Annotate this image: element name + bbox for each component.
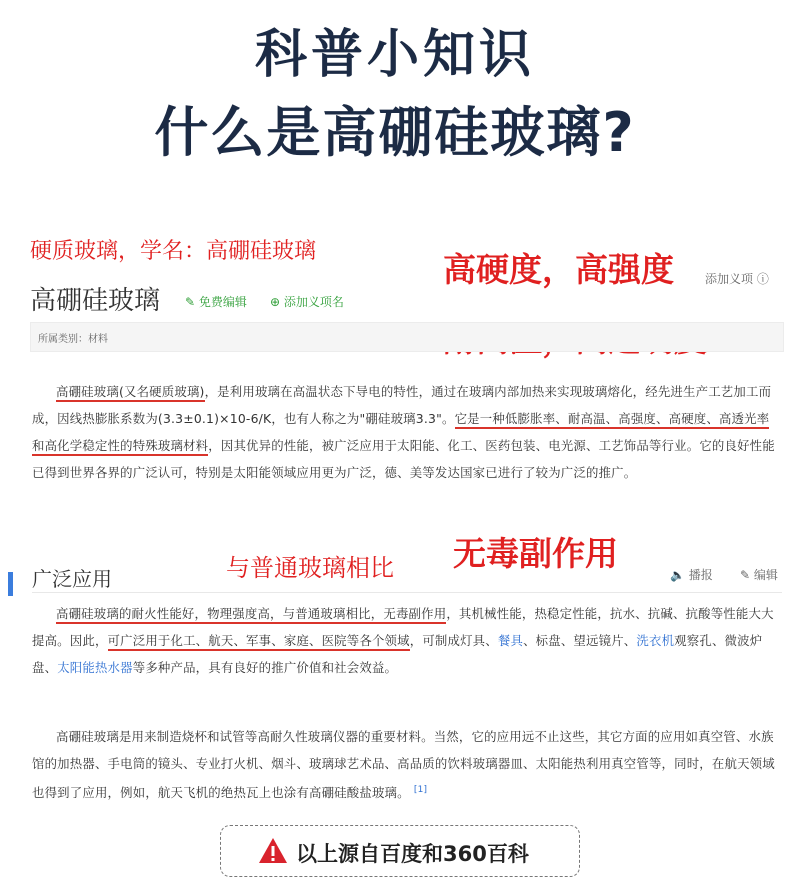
add-name-label: 添加义项名 [283,295,344,309]
add-name-link[interactable] [270,293,344,310]
reference-link[interactable]: [1] [413,785,428,795]
subname-annotation: 硬质玻璃，学名：高硼硅玻璃 [30,239,317,264]
app-text-3: 、标盘、望远镜片、 [523,633,637,648]
add-meaning-link[interactable] [705,270,769,287]
app-text-1: ，其机械性能，热稳定性能，抗水、抗碱、抗酸等性能大大提高。因此， [32,606,774,648]
pencil-icon: ✎ [185,295,196,309]
section-divider [32,592,782,593]
warning-triangle-icon [258,836,288,866]
nontoxic-annotation: 无毒副作用 [453,534,618,573]
hardness-annotation: 高硬度，高强度 [443,250,674,289]
section-title: 广泛应用 [32,567,112,591]
fields-underline: 可广泛用于化工、航天、军事、家庭、医院等各个领域 [108,633,410,651]
edit-section-label: 编辑 [753,568,778,582]
intro-text-1: ，是利用玻璃在高温状态下导电的特性，通过在玻璃内部加热来实现玻璃熔化，经先进生产工艺加工而成，因线热膨胀系数为(3.3±0.1)×10-6/K，也有人称之为"硼硅玻璃3.3"。 [32,384,772,426]
solar-water-heater-link[interactable]: 太阳能热水器 [57,660,133,675]
free-edit-label: 免费编辑 [198,295,247,309]
tableware-link[interactable]: 餐具 [497,633,524,648]
category-bar [30,322,784,352]
properties-underline: 它是一种低膨胀率、耐高温、高强度、高硬度、高透光率和高化学稳定性的特殊玻璃材料 [32,411,769,456]
usage-paragraph [32,723,777,806]
pencil-icon: ✎ [740,568,751,582]
usage-text: 高硼硅玻璃是用来制造烧杯和试管等高耐久性玻璃仪器的重要材料。当然，它的应用远不止这些，其它方面的应用如真空管、水族馆的加热器、手电筒的镜头、专业打火机、烟斗、玻璃球艺术品、高品质的饮料玻璃器皿、太阳能热利用真空管等，同时，在航天领域也得到了应用，例如，航天飞机的绝热瓦上也涂有高硼硅酸盐玻璃。 [32,729,775,801]
application-paragraph [32,600,777,681]
app-text-4: 观察孔、微波炉盘、 [32,633,763,675]
edit-section-button[interactable] [740,566,778,583]
intro-paragraph [32,378,777,486]
page-title-line1: 科普小知识 [254,25,535,85]
entry-title: 高硼硅玻璃 [30,286,161,316]
free-edit-link[interactable] [185,293,247,310]
help-icon[interactable]: ⓘ [756,272,769,286]
section-marker [8,572,13,596]
add-circle-icon: ⊕ [270,295,281,309]
alias-underline: 高硼硅玻璃(又名硬质玻璃) [56,384,205,402]
washing-machine-link[interactable]: 洗衣机 [636,633,675,648]
speaker-icon: 🔈 [670,568,685,582]
page-title-line2: 什么是高硼硅玻璃? [154,101,636,164]
listen-button[interactable] [670,566,713,583]
compare-annotation: 与普通玻璃相比 [226,554,394,582]
intro-text-2: ，因其优异的性能，被广泛应用于太阳能、化工、医药包装、电光源、工艺饰品等行业。它的良好性能已得到世界各界的广泛认可，特别是太阳能领域应用更为广泛，德、美等发达国家已进行了较为广泛的推广。 [32,438,775,480]
fire-resistance-underline: 高硼硅玻璃的耐火性能好，物理强度高，与普通玻璃相比，无毒副作用 [56,606,446,624]
app-text-2: ，可制成灯具、 [409,633,498,648]
add-meaning-label: 添加义项 [705,272,754,286]
category-text: 所属类别：材料 [38,334,108,345]
listen-label: 播报 [688,568,713,582]
app-text-5: 等多种产品，具有良好的推广价值和社会效益。 [132,660,398,675]
source-text: 以上源自百度和360百科 [296,842,529,866]
